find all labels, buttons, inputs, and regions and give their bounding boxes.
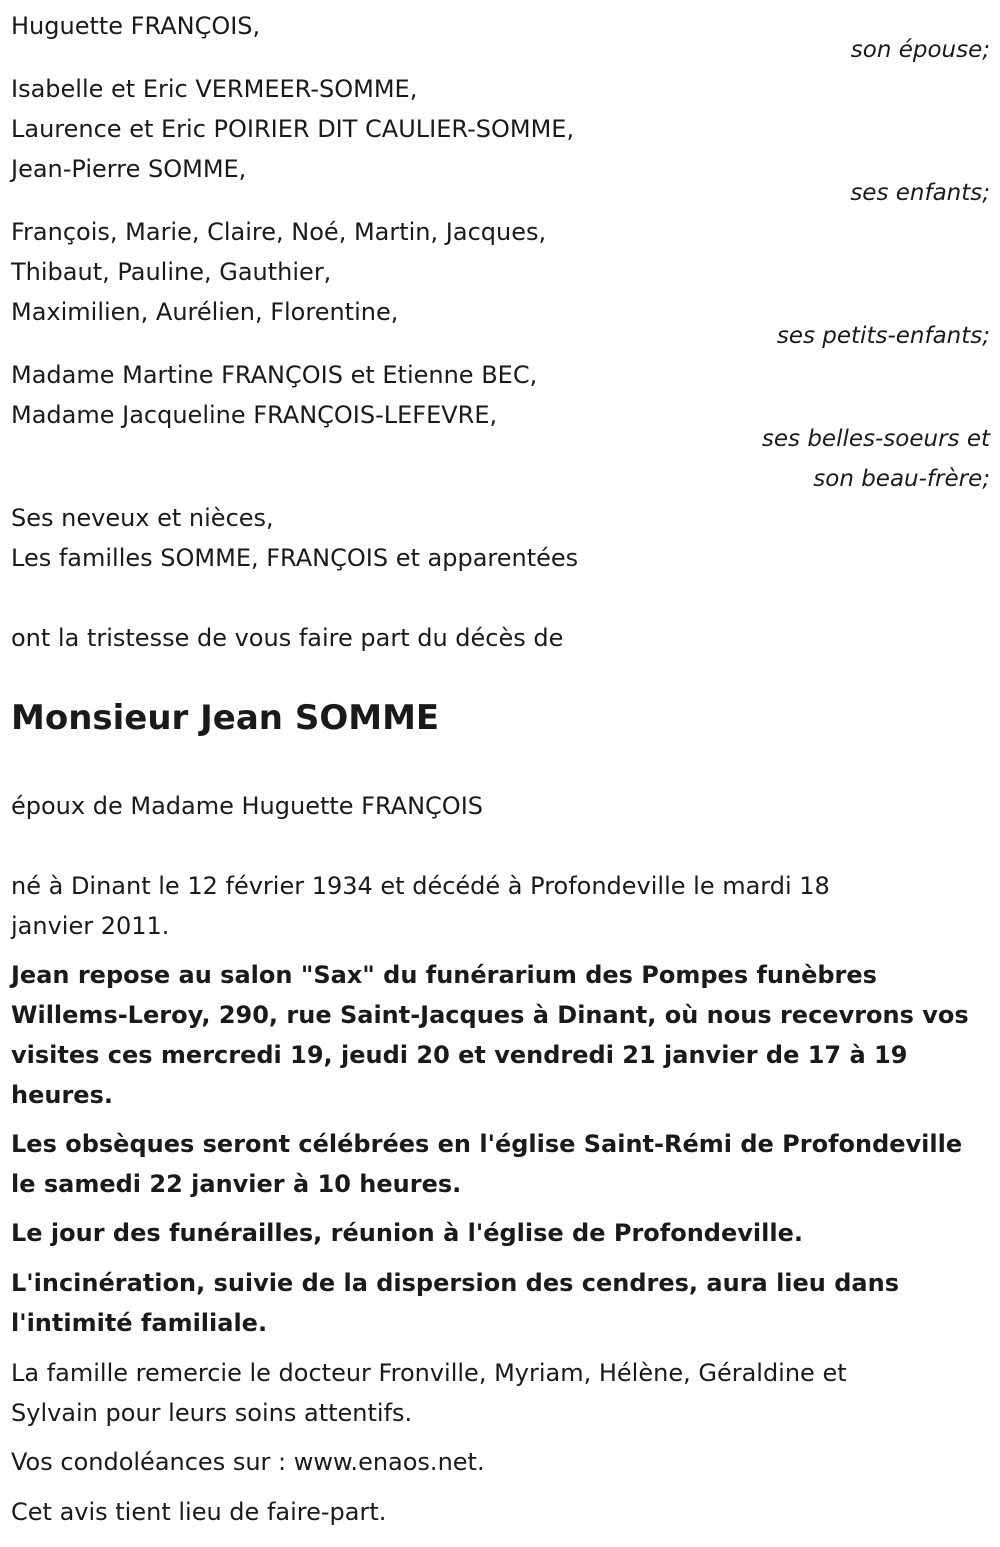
grandchildren-line: Thibaut, Pauline, Gauthier,	[11, 258, 332, 286]
gathering-line: Le jour des funérailles, réunion à l'église de Profondeville.	[11, 1219, 803, 1247]
birth-death-line: janvier 2011.	[11, 912, 170, 940]
grandchildren-line: Maximilien, Aurélien, Florentine,	[11, 298, 399, 326]
relatives-line: Les familles SOMME, FRANÇOIS et apparentées	[11, 544, 579, 572]
children-line: Isabelle et Eric VERMEER-SOMME,	[11, 75, 418, 103]
spouse-role: son épouse;	[850, 37, 990, 63]
viewing-line: visites ces mercredi 19, jeudi 20 et vendredi 21 janvier de 17 à 19	[11, 1041, 908, 1069]
announcement-text: ont la tristesse de vous faire part du décès de	[11, 624, 564, 652]
viewing-line: Jean repose au salon "Sax" du funérarium des Pompes funèbres	[11, 961, 877, 989]
in-laws-line: Madame Martine FRANÇOIS et Etienne BEC,	[11, 361, 538, 389]
spouse-name: Huguette FRANÇOIS,	[11, 12, 261, 40]
thanks-line: La famille remercie le docteur Fronville, Myriam, Hélène, Géraldine et	[11, 1359, 847, 1387]
spouse-of-text: époux de Madame Huguette FRANÇOIS	[11, 792, 484, 820]
relatives-line: Ses neveux et nièces,	[11, 504, 274, 532]
birth-death-line: né à Dinant le 12 février 1934 et décédé à Profondeville le mardi 18	[11, 872, 830, 900]
children-line: Jean-Pierre SOMME,	[11, 155, 247, 183]
deceased-name: Monsieur Jean SOMME	[11, 698, 440, 738]
in-laws-role: ses belles-soeurs et	[761, 426, 990, 452]
thanks-line: Sylvain pour leurs soins attentifs.	[11, 1399, 413, 1427]
cremation-line: L'incinération, suivie de la dispersion des cendres, aura lieu dans	[11, 1269, 899, 1297]
notice-line: Cet avis tient lieu de faire-part.	[11, 1498, 387, 1526]
cremation-line: l'intimité familiale.	[11, 1309, 268, 1337]
grandchildren-line: François, Marie, Claire, Noé, Martin, Jacques,	[11, 218, 547, 246]
condolences-line: Vos condoléances sur : www.enaos.net.	[11, 1448, 485, 1476]
funeral-line: Les obsèques seront célébrées en l'église Saint-Rémi de Profondeville	[11, 1130, 963, 1158]
in-laws-role: son beau-frère;	[813, 466, 990, 492]
viewing-line: Willems-Leroy, 290, rue Saint-Jacques à Dinant, où nous recevrons vos	[11, 1001, 969, 1029]
grandchildren-role: ses petits-enfants;	[776, 323, 990, 349]
viewing-line: heures.	[11, 1081, 113, 1109]
funeral-line: le samedi 22 janvier à 10 heures.	[11, 1170, 462, 1198]
children-role: ses enfants;	[850, 180, 990, 206]
in-laws-line: Madame Jacqueline FRANÇOIS-LEFEVRE,	[11, 401, 498, 429]
children-line: Laurence et Eric POIRIER DIT CAULIER-SOMME,	[11, 115, 575, 143]
